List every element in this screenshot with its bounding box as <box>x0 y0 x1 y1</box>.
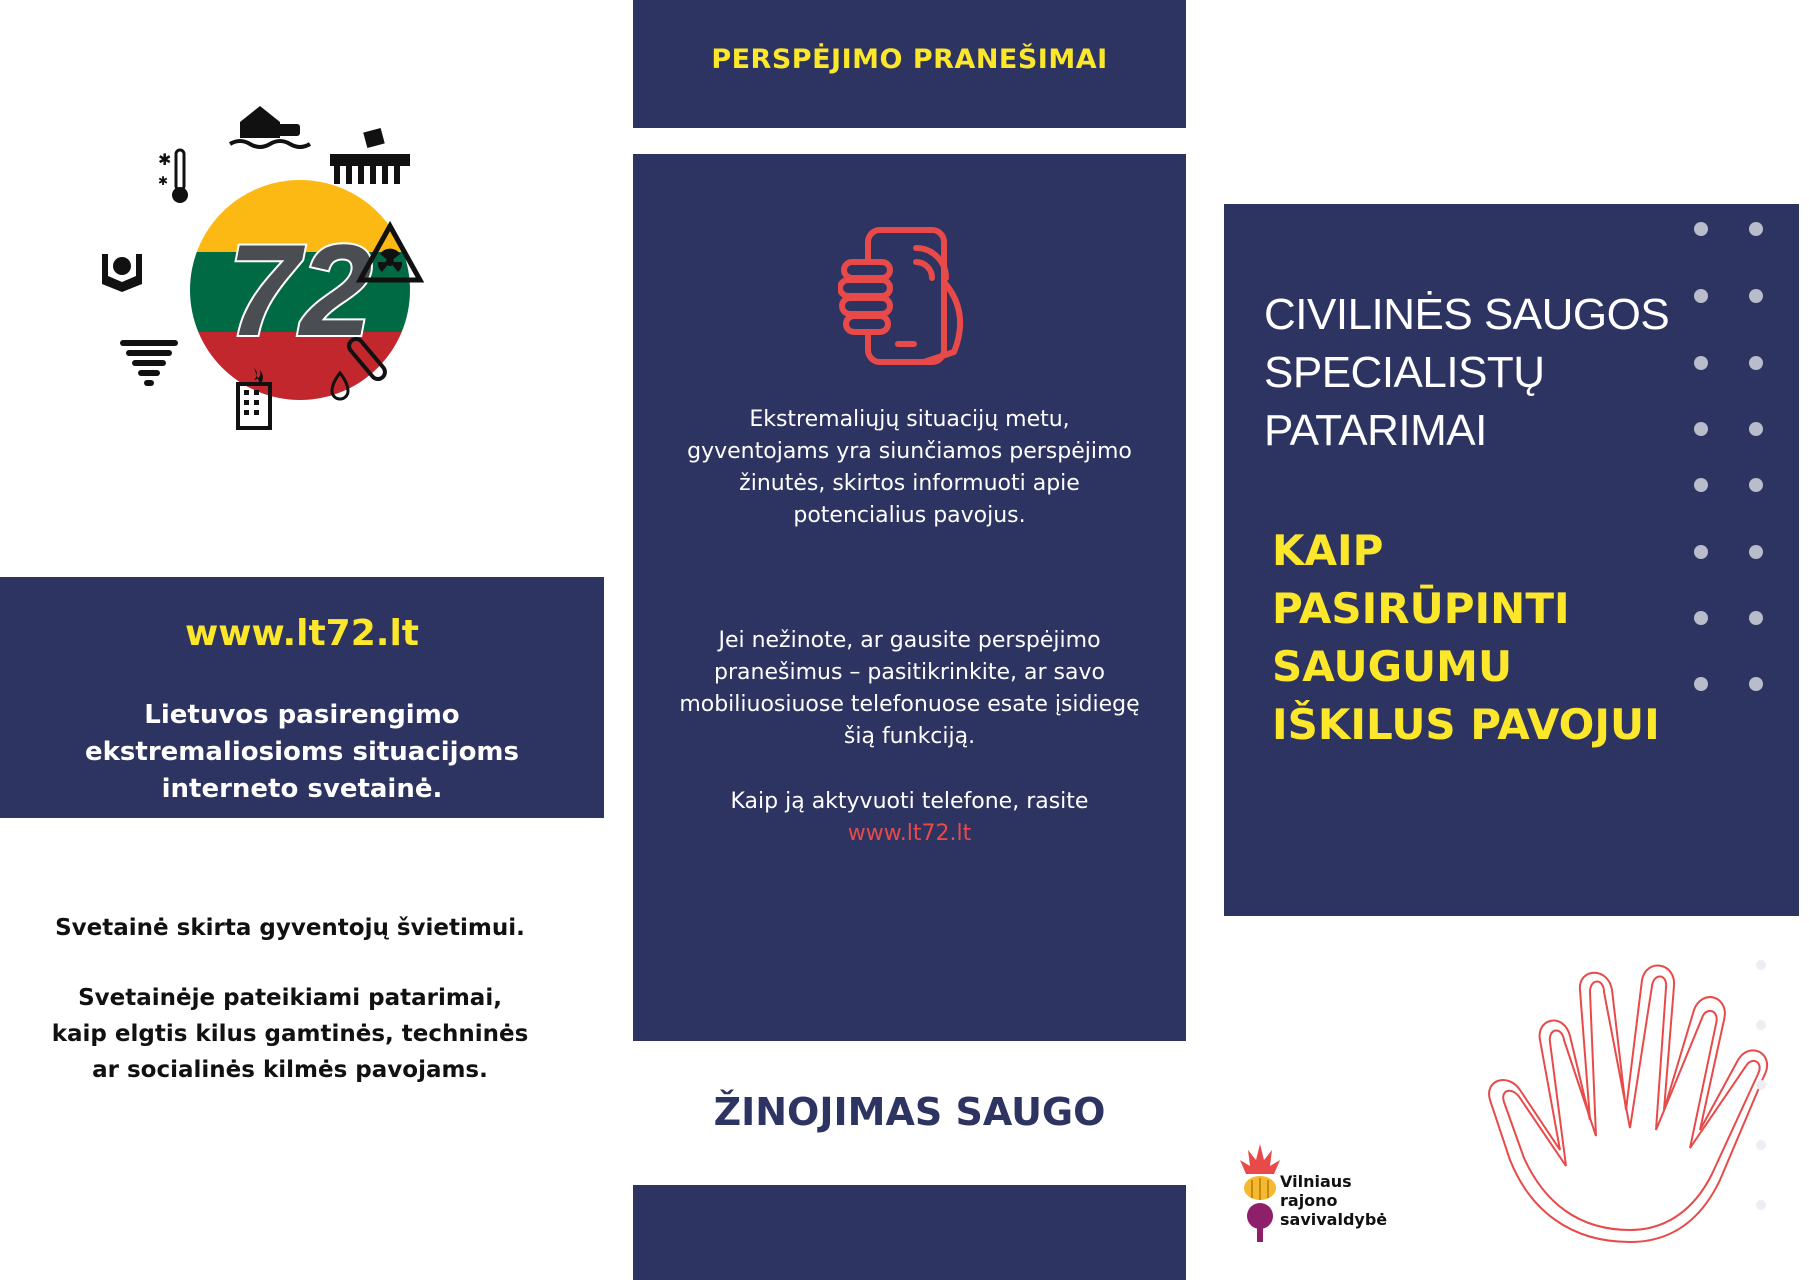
cover-subtitle: KAIP PASIRŪPINTI SAUGUMU IŠKILUS PAVOJUI <box>1272 526 1660 749</box>
hand-outline-icon <box>1480 960 1780 1250</box>
knowledge-protects-title: ŽINOJIMAS SAUGO <box>713 1090 1106 1134</box>
lt72-logo <box>100 100 500 500</box>
municipality-name: Vilniaus rajono savivaldybė <box>1280 1172 1388 1229</box>
activation-link[interactable]: www.lt72.lt <box>847 821 972 846</box>
alerts-check-text: Jei nežinote, ar gausite perspėjimo pranešimus – pasitikrinkite, ar savo mobiliuosiuose telefonuose esate įsidiegę šią funkciją. <box>679 628 1140 749</box>
warning-messages-body <box>633 154 1186 1041</box>
website-info-box <box>0 577 604 818</box>
phone-call-icon <box>838 222 988 372</box>
website-description: Lietuvos pasirengimo ekstremaliosioms situacijoms interneto svetainė. <box>84 700 519 804</box>
warning-messages-title: PERSPĖJIMO PRANEŠIMAI <box>711 44 1108 75</box>
helping-hands-icon <box>102 254 142 292</box>
middle-footer-bar <box>633 1185 1186 1280</box>
protest-icon <box>330 128 410 184</box>
cover-box <box>1224 204 1799 916</box>
cold-thermometer-icon <box>158 150 188 203</box>
svg-text:✱: ✱ <box>158 150 172 169</box>
website-advice-text: Svetainėje pateikiami patarimai, kaip elgtis kilus gamtinės, techninės ar socialinės kilmės pavojams. <box>51 985 529 1083</box>
svg-text:✱: ✱ <box>158 174 169 188</box>
alerts-explanation-text: Ekstremaliųjų situacijų metu, gyventojams yra siunčiamos perspėjimo žinutės, skirtos informuoti apie potencialius pavojus. <box>687 407 1132 528</box>
decorative-dots <box>1694 214 1794 694</box>
flood-icon <box>230 106 310 147</box>
website-url[interactable]: www.lt72.lt <box>184 613 420 654</box>
alerts-activation-text: Kaip ją aktyvuoti telefone, rasite www.lt72.lt <box>643 786 1176 850</box>
tornado-icon <box>120 340 178 386</box>
logo-number: 72 <box>227 217 373 363</box>
warning-messages-header <box>633 0 1186 128</box>
cover-title: CIVILINĖS SAUGOS SPECIALISTŲ PATARIMAI <box>1264 290 1670 455</box>
website-purpose-text: Svetainė skirta gyventojų švietimui. <box>55 915 525 941</box>
